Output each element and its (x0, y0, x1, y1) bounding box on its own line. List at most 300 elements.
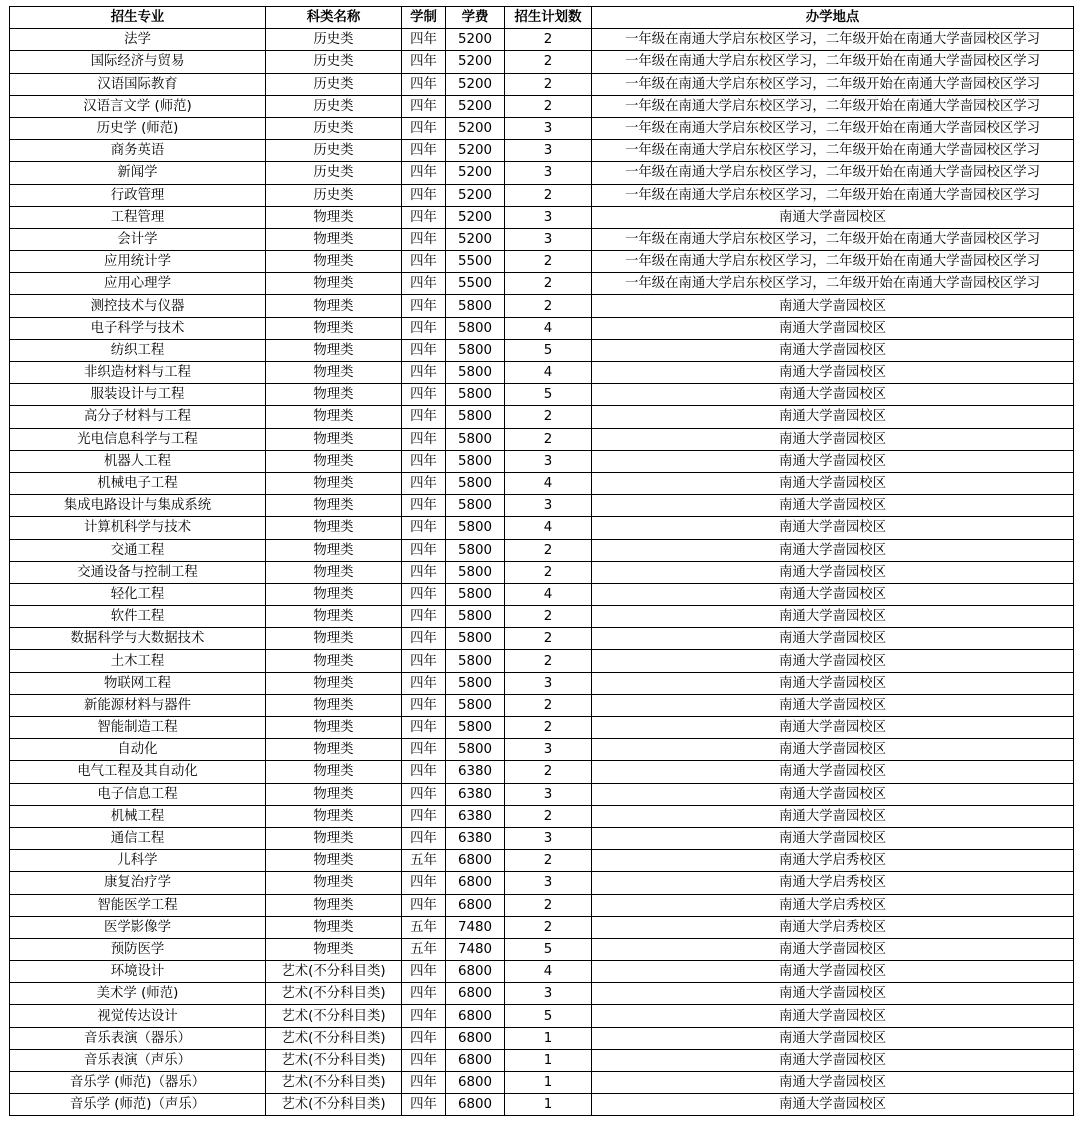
cell-location: 一年级在南通大学启东校区学习，二年级开始在南通大学啬园校区学习 (592, 273, 1074, 295)
cell-major: 智能医学工程 (10, 894, 266, 916)
cell-major: 预防医学 (10, 938, 266, 960)
cell-major: 音乐表演（声乐） (10, 1049, 266, 1071)
cell-tuition: 6800 (446, 1049, 505, 1071)
cell-quota: 3 (505, 495, 592, 517)
cell-tuition: 5200 (446, 228, 505, 250)
cell-major: 汉语言文学 (师范) (10, 95, 266, 117)
cell-category: 物理类 (266, 495, 402, 517)
cell-quota: 2 (505, 805, 592, 827)
cell-location: 南通大学啬园校区 (592, 938, 1074, 960)
cell-quota: 2 (505, 29, 592, 51)
cell-category: 历史类 (266, 184, 402, 206)
cell-tuition: 6800 (446, 1005, 505, 1027)
cell-quota: 2 (505, 561, 592, 583)
cell-major: 音乐学 (师范)（器乐） (10, 1072, 266, 1094)
cell-quota: 2 (505, 51, 592, 73)
cell-duration: 四年 (402, 362, 446, 384)
table-row (10, 938, 1074, 960)
table-row (10, 1027, 1074, 1049)
cell-major: 环境设计 (10, 961, 266, 983)
table-row (10, 561, 1074, 583)
cell-location: 南通大学啬园校区 (592, 517, 1074, 539)
cell-major: 交通设备与控制工程 (10, 561, 266, 583)
cell-category: 物理类 (266, 739, 402, 761)
cell-tuition: 5200 (446, 73, 505, 95)
cell-quota: 2 (505, 628, 592, 650)
cell-major: 轻化工程 (10, 583, 266, 605)
cell-quota: 3 (505, 450, 592, 472)
cell-major: 机械工程 (10, 805, 266, 827)
cell-location: 南通大学启秀校区 (592, 872, 1074, 894)
cell-category: 物理类 (266, 894, 402, 916)
cell-tuition: 6380 (446, 827, 505, 849)
table-row (10, 384, 1074, 406)
cell-category: 物理类 (266, 583, 402, 605)
cell-tuition: 5800 (446, 717, 505, 739)
cell-major: 机器人工程 (10, 450, 266, 472)
table-row (10, 1049, 1074, 1071)
cell-quota: 4 (505, 961, 592, 983)
cell-location: 南通大学啬园校区 (592, 317, 1074, 339)
table-row (10, 450, 1074, 472)
cell-tuition: 5200 (446, 117, 505, 139)
table-row (10, 140, 1074, 162)
cell-category: 物理类 (266, 273, 402, 295)
table-row (10, 184, 1074, 206)
cell-duration: 四年 (402, 561, 446, 583)
table-row (10, 51, 1074, 73)
cell-tuition: 5200 (446, 51, 505, 73)
cell-major: 应用心理学 (10, 273, 266, 295)
table-row (10, 827, 1074, 849)
cell-quota: 1 (505, 1072, 592, 1094)
cell-location: 南通大学啬园校区 (592, 1049, 1074, 1071)
cell-location: 南通大学啬园校区 (592, 1027, 1074, 1049)
cell-tuition: 5200 (446, 206, 505, 228)
cell-category: 历史类 (266, 29, 402, 51)
cell-major: 电子信息工程 (10, 783, 266, 805)
cell-location: 南通大学啬园校区 (592, 362, 1074, 384)
cell-duration: 四年 (402, 694, 446, 716)
cell-category: 物理类 (266, 295, 402, 317)
cell-tuition: 6800 (446, 894, 505, 916)
cell-location: 一年级在南通大学启东校区学习，二年级开始在南通大学啬园校区学习 (592, 29, 1074, 51)
cell-duration: 四年 (402, 739, 446, 761)
cell-duration: 四年 (402, 406, 446, 428)
cell-quota: 4 (505, 472, 592, 494)
cell-major: 自动化 (10, 739, 266, 761)
cell-quota: 2 (505, 717, 592, 739)
cell-duration: 四年 (402, 539, 446, 561)
cell-category: 艺术(不分科目类) (266, 1027, 402, 1049)
table-row (10, 850, 1074, 872)
table-row (10, 961, 1074, 983)
cell-tuition: 5800 (446, 317, 505, 339)
table-row (10, 251, 1074, 273)
table-row (10, 761, 1074, 783)
cell-location: 南通大学啬园校区 (592, 472, 1074, 494)
table-row (10, 894, 1074, 916)
cell-quota: 2 (505, 850, 592, 872)
table-row (10, 517, 1074, 539)
cell-location: 南通大学啬园校区 (592, 495, 1074, 517)
cell-quota: 4 (505, 517, 592, 539)
cell-quota: 3 (505, 783, 592, 805)
cell-major: 机械电子工程 (10, 472, 266, 494)
cell-major: 视觉传达设计 (10, 1005, 266, 1027)
cell-tuition: 5800 (446, 339, 505, 361)
header-duration: 学制 (402, 7, 446, 29)
table-row (10, 717, 1074, 739)
table-row (10, 472, 1074, 494)
table-row (10, 362, 1074, 384)
cell-major: 工程管理 (10, 206, 266, 228)
cell-duration: 四年 (402, 606, 446, 628)
cell-quota: 5 (505, 938, 592, 960)
table-row (10, 428, 1074, 450)
table-row (10, 495, 1074, 517)
cell-major: 测控技术与仪器 (10, 295, 266, 317)
cell-duration: 四年 (402, 717, 446, 739)
cell-category: 历史类 (266, 51, 402, 73)
cell-tuition: 6800 (446, 1027, 505, 1049)
cell-tuition: 5800 (446, 362, 505, 384)
cell-major: 新能源材料与器件 (10, 694, 266, 716)
cell-location: 南通大学啬园校区 (592, 783, 1074, 805)
header-category: 科类名称 (266, 7, 402, 29)
header-quota: 招生计划数 (505, 7, 592, 29)
cell-category: 历史类 (266, 95, 402, 117)
cell-duration: 四年 (402, 983, 446, 1005)
header-tuition: 学费 (446, 7, 505, 29)
cell-duration: 四年 (402, 428, 446, 450)
cell-duration: 四年 (402, 29, 446, 51)
table-row (10, 983, 1074, 1005)
cell-duration: 四年 (402, 872, 446, 894)
table-row (10, 95, 1074, 117)
cell-quota: 5 (505, 1005, 592, 1027)
cell-tuition: 5800 (446, 606, 505, 628)
cell-quota: 3 (505, 739, 592, 761)
cell-duration: 四年 (402, 583, 446, 605)
table-row (10, 872, 1074, 894)
cell-duration: 四年 (402, 184, 446, 206)
cell-location: 南通大学啬园校区 (592, 206, 1074, 228)
cell-category: 物理类 (266, 561, 402, 583)
cell-tuition: 5500 (446, 273, 505, 295)
cell-location: 南通大学啬园校区 (592, 406, 1074, 428)
table-row (10, 805, 1074, 827)
cell-location: 一年级在南通大学启东校区学习，二年级开始在南通大学啬园校区学习 (592, 95, 1074, 117)
cell-location: 南通大学啬园校区 (592, 606, 1074, 628)
cell-duration: 四年 (402, 95, 446, 117)
cell-duration: 四年 (402, 273, 446, 295)
cell-location: 一年级在南通大学启东校区学习，二年级开始在南通大学啬园校区学习 (592, 140, 1074, 162)
cell-tuition: 5200 (446, 29, 505, 51)
cell-tuition: 6800 (446, 1094, 505, 1116)
cell-major: 数据科学与大数据技术 (10, 628, 266, 650)
cell-category: 历史类 (266, 117, 402, 139)
cell-major: 非织造材料与工程 (10, 362, 266, 384)
cell-location: 南通大学啬园校区 (592, 739, 1074, 761)
cell-quota: 3 (505, 206, 592, 228)
cell-location: 一年级在南通大学启东校区学习，二年级开始在南通大学啬园校区学习 (592, 73, 1074, 95)
cell-location: 一年级在南通大学启东校区学习，二年级开始在南通大学啬园校区学习 (592, 51, 1074, 73)
table-row (10, 162, 1074, 184)
cell-major: 智能制造工程 (10, 717, 266, 739)
cell-tuition: 6800 (446, 961, 505, 983)
header-major: 招生专业 (10, 7, 266, 29)
cell-quota: 1 (505, 1049, 592, 1071)
cell-category: 物理类 (266, 362, 402, 384)
cell-category: 艺术(不分科目类) (266, 1094, 402, 1116)
cell-category: 物理类 (266, 850, 402, 872)
table-row (10, 406, 1074, 428)
cell-duration: 四年 (402, 650, 446, 672)
cell-category: 物理类 (266, 450, 402, 472)
cell-major: 音乐学 (师范)（声乐） (10, 1094, 266, 1116)
cell-location: 南通大学啬园校区 (592, 650, 1074, 672)
cell-location: 南通大学啬园校区 (592, 1072, 1074, 1094)
cell-quota: 1 (505, 1094, 592, 1116)
cell-location: 南通大学啬园校区 (592, 339, 1074, 361)
cell-category: 物理类 (266, 228, 402, 250)
cell-category: 物理类 (266, 672, 402, 694)
cell-duration: 四年 (402, 117, 446, 139)
cell-quota: 2 (505, 916, 592, 938)
cell-duration: 四年 (402, 317, 446, 339)
cell-quota: 2 (505, 761, 592, 783)
table-row (10, 273, 1074, 295)
cell-tuition: 5800 (446, 539, 505, 561)
cell-major: 汉语国际教育 (10, 73, 266, 95)
cell-tuition: 6380 (446, 761, 505, 783)
cell-tuition: 5800 (446, 583, 505, 605)
table-row (10, 317, 1074, 339)
cell-major: 电气工程及其自动化 (10, 761, 266, 783)
cell-quota: 3 (505, 827, 592, 849)
cell-category: 物理类 (266, 783, 402, 805)
header-row (10, 7, 1074, 29)
cell-category: 物理类 (266, 916, 402, 938)
cell-quota: 3 (505, 162, 592, 184)
cell-major: 纺织工程 (10, 339, 266, 361)
cell-category: 历史类 (266, 162, 402, 184)
cell-location: 南通大学啬园校区 (592, 694, 1074, 716)
cell-category: 物理类 (266, 872, 402, 894)
cell-location: 南通大学啬园校区 (592, 384, 1074, 406)
cell-duration: 四年 (402, 450, 446, 472)
cell-location: 一年级在南通大学启东校区学习，二年级开始在南通大学啬园校区学习 (592, 184, 1074, 206)
cell-duration: 四年 (402, 339, 446, 361)
table-row (10, 916, 1074, 938)
table-row (10, 117, 1074, 139)
table-row (10, 29, 1074, 51)
cell-location: 南通大学啬园校区 (592, 761, 1074, 783)
cell-tuition: 6800 (446, 850, 505, 872)
cell-category: 物理类 (266, 317, 402, 339)
cell-major: 高分子材料与工程 (10, 406, 266, 428)
cell-major: 医学影像学 (10, 916, 266, 938)
cell-tuition: 5200 (446, 184, 505, 206)
cell-duration: 五年 (402, 850, 446, 872)
cell-duration: 四年 (402, 206, 446, 228)
cell-tuition: 6380 (446, 783, 505, 805)
cell-duration: 四年 (402, 1005, 446, 1027)
cell-quota: 3 (505, 872, 592, 894)
table-row (10, 694, 1074, 716)
cell-location: 南通大学啬园校区 (592, 672, 1074, 694)
cell-duration: 四年 (402, 827, 446, 849)
cell-location: 南通大学啬园校区 (592, 428, 1074, 450)
cell-location: 南通大学啬园校区 (592, 295, 1074, 317)
table-row (10, 606, 1074, 628)
cell-quota: 2 (505, 606, 592, 628)
cell-category: 物理类 (266, 206, 402, 228)
cell-major: 交通工程 (10, 539, 266, 561)
cell-location: 南通大学启秀校区 (592, 916, 1074, 938)
cell-major: 商务英语 (10, 140, 266, 162)
table-row (10, 672, 1074, 694)
cell-location: 一年级在南通大学启东校区学习，二年级开始在南通大学啬园校区学习 (592, 162, 1074, 184)
cell-category: 物理类 (266, 827, 402, 849)
cell-major: 应用统计学 (10, 251, 266, 273)
cell-major: 会计学 (10, 228, 266, 250)
cell-category: 物理类 (266, 628, 402, 650)
cell-duration: 四年 (402, 495, 446, 517)
table-row (10, 73, 1074, 95)
cell-tuition: 5800 (446, 672, 505, 694)
cell-duration: 四年 (402, 73, 446, 95)
cell-major: 服装设计与工程 (10, 384, 266, 406)
cell-tuition: 5800 (446, 406, 505, 428)
cell-quota: 3 (505, 672, 592, 694)
cell-quota: 3 (505, 117, 592, 139)
table-row (10, 1005, 1074, 1027)
cell-tuition: 6800 (446, 1072, 505, 1094)
table-row (10, 1072, 1074, 1094)
cell-major: 通信工程 (10, 827, 266, 849)
cell-duration: 四年 (402, 1072, 446, 1094)
table-row (10, 539, 1074, 561)
cell-location: 南通大学啬园校区 (592, 561, 1074, 583)
cell-quota: 2 (505, 251, 592, 273)
cell-duration: 五年 (402, 938, 446, 960)
cell-major: 软件工程 (10, 606, 266, 628)
cell-tuition: 5800 (446, 428, 505, 450)
cell-location: 南通大学啬园校区 (592, 450, 1074, 472)
cell-major: 音乐表演（器乐） (10, 1027, 266, 1049)
cell-major: 计算机科学与技术 (10, 517, 266, 539)
cell-duration: 四年 (402, 672, 446, 694)
cell-location: 一年级在南通大学启东校区学习，二年级开始在南通大学啬园校区学习 (592, 251, 1074, 273)
cell-category: 物理类 (266, 251, 402, 273)
cell-major: 物联网工程 (10, 672, 266, 694)
table-row (10, 583, 1074, 605)
cell-duration: 四年 (402, 517, 446, 539)
cell-tuition: 5800 (446, 694, 505, 716)
cell-location: 南通大学啬园校区 (592, 827, 1074, 849)
cell-quota: 2 (505, 95, 592, 117)
cell-category: 物理类 (266, 539, 402, 561)
cell-quota: 4 (505, 583, 592, 605)
cell-location: 南通大学启秀校区 (592, 850, 1074, 872)
table-row (10, 339, 1074, 361)
cell-category: 物理类 (266, 761, 402, 783)
cell-major: 美术学 (师范) (10, 983, 266, 1005)
cell-duration: 五年 (402, 916, 446, 938)
cell-quota: 2 (505, 650, 592, 672)
cell-location: 南通大学啬园校区 (592, 805, 1074, 827)
cell-major: 儿科学 (10, 850, 266, 872)
cell-category: 物理类 (266, 606, 402, 628)
cell-duration: 四年 (402, 162, 446, 184)
cell-tuition: 5800 (446, 628, 505, 650)
cell-quota: 2 (505, 184, 592, 206)
cell-quota: 2 (505, 428, 592, 450)
cell-tuition: 6380 (446, 805, 505, 827)
cell-location: 南通大学啬园校区 (592, 983, 1074, 1005)
cell-category: 艺术(不分科目类) (266, 961, 402, 983)
cell-category: 艺术(不分科目类) (266, 1005, 402, 1027)
cell-quota: 3 (505, 228, 592, 250)
cell-duration: 四年 (402, 783, 446, 805)
cell-location: 南通大学啬园校区 (592, 628, 1074, 650)
cell-quota: 3 (505, 140, 592, 162)
cell-category: 艺术(不分科目类) (266, 1072, 402, 1094)
cell-category: 物理类 (266, 938, 402, 960)
cell-category: 历史类 (266, 140, 402, 162)
cell-tuition: 7480 (446, 916, 505, 938)
cell-location: 南通大学啬园校区 (592, 1094, 1074, 1116)
cell-category: 历史类 (266, 73, 402, 95)
cell-quota: 3 (505, 983, 592, 1005)
table-body (10, 29, 1074, 1116)
cell-tuition: 5800 (446, 472, 505, 494)
cell-duration: 四年 (402, 961, 446, 983)
cell-quota: 2 (505, 539, 592, 561)
cell-location: 一年级在南通大学启东校区学习，二年级开始在南通大学啬园校区学习 (592, 117, 1074, 139)
cell-location: 南通大学啬园校区 (592, 717, 1074, 739)
cell-tuition: 5500 (446, 251, 505, 273)
cell-duration: 四年 (402, 894, 446, 916)
cell-duration: 四年 (402, 761, 446, 783)
cell-duration: 四年 (402, 51, 446, 73)
cell-tuition: 5800 (446, 384, 505, 406)
cell-category: 物理类 (266, 805, 402, 827)
enrollment-table (9, 6, 1074, 1116)
cell-quota: 2 (505, 406, 592, 428)
cell-duration: 四年 (402, 384, 446, 406)
cell-quota: 2 (505, 295, 592, 317)
table-row (10, 206, 1074, 228)
cell-duration: 四年 (402, 1094, 446, 1116)
table-row (10, 1094, 1074, 1116)
cell-category: 物理类 (266, 717, 402, 739)
cell-location: 南通大学啬园校区 (592, 1005, 1074, 1027)
cell-location: 南通大学启秀校区 (592, 894, 1074, 916)
table-row (10, 650, 1074, 672)
cell-tuition: 5800 (446, 450, 505, 472)
cell-tuition: 5800 (446, 517, 505, 539)
cell-quota: 4 (505, 317, 592, 339)
cell-major: 土木工程 (10, 650, 266, 672)
cell-major: 国际经济与贸易 (10, 51, 266, 73)
cell-quota: 4 (505, 362, 592, 384)
cell-category: 物理类 (266, 694, 402, 716)
cell-tuition: 5200 (446, 162, 505, 184)
cell-category: 物理类 (266, 384, 402, 406)
